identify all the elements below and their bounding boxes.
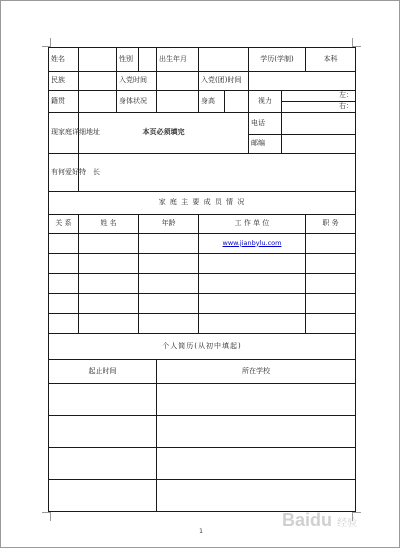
family-cell[interactable] xyxy=(49,274,79,294)
value-level: 本科 xyxy=(306,48,356,72)
value-origin[interactable] xyxy=(79,91,117,113)
resume-section-title-row xyxy=(49,334,356,360)
form-row-address xyxy=(49,113,356,135)
website-link[interactable]: www.jianbylu.com xyxy=(222,238,282,247)
family-row xyxy=(49,314,356,334)
family-cell[interactable] xyxy=(79,294,139,314)
value-height[interactable] xyxy=(225,91,249,113)
label-origin: 籍贯 xyxy=(49,91,79,113)
family-cell[interactable] xyxy=(306,314,356,334)
value-postcode[interactable] xyxy=(282,135,356,154)
family-row xyxy=(49,274,356,294)
registration-form-table xyxy=(48,47,356,512)
resume-cell[interactable] xyxy=(49,384,157,416)
family-cell[interactable] xyxy=(79,314,139,334)
resume-cell[interactable] xyxy=(157,416,356,448)
family-cell[interactable] xyxy=(49,234,79,254)
label-skills: 有何爱好特 长 xyxy=(49,154,79,192)
label-school: 学历(学制) xyxy=(249,48,306,72)
value-birth[interactable] xyxy=(199,48,249,72)
resume-cell[interactable] xyxy=(49,448,157,480)
notice-must-complete: 本页必须填完 xyxy=(79,113,249,154)
form-row-basic-3a xyxy=(49,91,356,102)
label-enroll-date: 入党(团)时间 xyxy=(199,72,249,91)
family-cell[interactable] xyxy=(139,294,199,314)
value-name[interactable] xyxy=(79,48,117,72)
label-vision-right: 右： xyxy=(282,102,356,113)
family-header-name: 姓 名 xyxy=(79,215,139,234)
family-row xyxy=(49,294,356,314)
family-row xyxy=(49,254,356,274)
family-header-relation: 关 系 xyxy=(49,215,79,234)
form-row-basic-2 xyxy=(49,72,356,91)
family-row xyxy=(49,234,356,254)
family-cell[interactable] xyxy=(199,254,306,274)
family-cell-link[interactable] xyxy=(199,234,306,254)
value-phone[interactable] xyxy=(282,113,356,135)
resume-cell[interactable] xyxy=(157,384,356,416)
resume-header-school: 所在学校 xyxy=(157,360,356,384)
family-cell[interactable] xyxy=(199,294,306,314)
family-cell[interactable] xyxy=(306,234,356,254)
crop-mark-bottom-left xyxy=(42,512,51,521)
family-cell[interactable] xyxy=(49,314,79,334)
family-section-title-row xyxy=(49,192,356,215)
value-ethnicity[interactable] xyxy=(79,72,117,91)
resume-row xyxy=(49,384,356,416)
watermark-logo xyxy=(282,505,392,535)
family-cell[interactable] xyxy=(79,234,139,254)
family-cell[interactable] xyxy=(139,254,199,274)
resume-section-title: 个人简历(从初中填起) xyxy=(49,334,356,360)
value-gender[interactable] xyxy=(139,48,157,72)
resume-row xyxy=(49,448,356,480)
crop-mark-top-left xyxy=(42,38,51,47)
crop-mark-top-right xyxy=(352,38,361,47)
watermark-main-text: Baidu xyxy=(282,510,333,530)
value-party-date[interactable] xyxy=(157,72,199,91)
form-row-skills xyxy=(49,154,356,192)
watermark-sub-text: 经验 xyxy=(337,518,358,529)
family-header-position: 职 务 xyxy=(306,215,356,234)
family-cell[interactable] xyxy=(49,294,79,314)
label-birth: 出生年月 xyxy=(157,48,199,72)
family-cell[interactable] xyxy=(199,314,306,334)
label-gender: 性别 xyxy=(117,48,139,72)
family-cell[interactable] xyxy=(139,314,199,334)
resume-header-row xyxy=(49,360,356,384)
label-postcode: 邮编 xyxy=(249,135,282,154)
label-health: 身体状况 xyxy=(117,91,157,113)
value-enroll-date[interactable] xyxy=(249,72,356,91)
value-health[interactable] xyxy=(157,91,199,113)
family-cell[interactable] xyxy=(139,274,199,294)
label-phone: 电话 xyxy=(249,113,282,135)
resume-header-period: 起止时间 xyxy=(49,360,157,384)
label-vision-left: 左： xyxy=(282,91,356,102)
label-ethnicity: 民族 xyxy=(49,72,79,91)
family-section-title: 家 庭 主 要 成 员 情 况 xyxy=(49,192,356,215)
label-name: 姓名 xyxy=(49,48,79,72)
label-party-date: 入党时间 xyxy=(117,72,157,91)
page-number: 1 xyxy=(199,528,203,535)
family-header-workplace: 工 作 单 位 xyxy=(199,215,306,234)
resume-cell[interactable] xyxy=(157,448,356,480)
family-cell[interactable] xyxy=(306,254,356,274)
label-height: 身高 xyxy=(199,91,225,113)
family-cell[interactable] xyxy=(79,254,139,274)
resume-row xyxy=(49,416,356,448)
label-address: 现家庭详细地址 xyxy=(49,113,79,154)
resume-cell[interactable] xyxy=(49,416,157,448)
family-cell[interactable] xyxy=(199,274,306,294)
family-cell[interactable] xyxy=(79,274,139,294)
family-cell[interactable] xyxy=(139,234,199,254)
label-vision: 视力 xyxy=(249,91,282,113)
resume-cell[interactable] xyxy=(49,480,157,512)
family-cell[interactable] xyxy=(306,274,356,294)
family-cell[interactable] xyxy=(49,254,79,274)
family-cell[interactable] xyxy=(306,294,356,314)
family-header-row xyxy=(49,215,356,234)
form-row-basic-1 xyxy=(49,48,356,72)
family-header-age: 年龄 xyxy=(139,215,199,234)
value-skills[interactable] xyxy=(79,154,356,192)
